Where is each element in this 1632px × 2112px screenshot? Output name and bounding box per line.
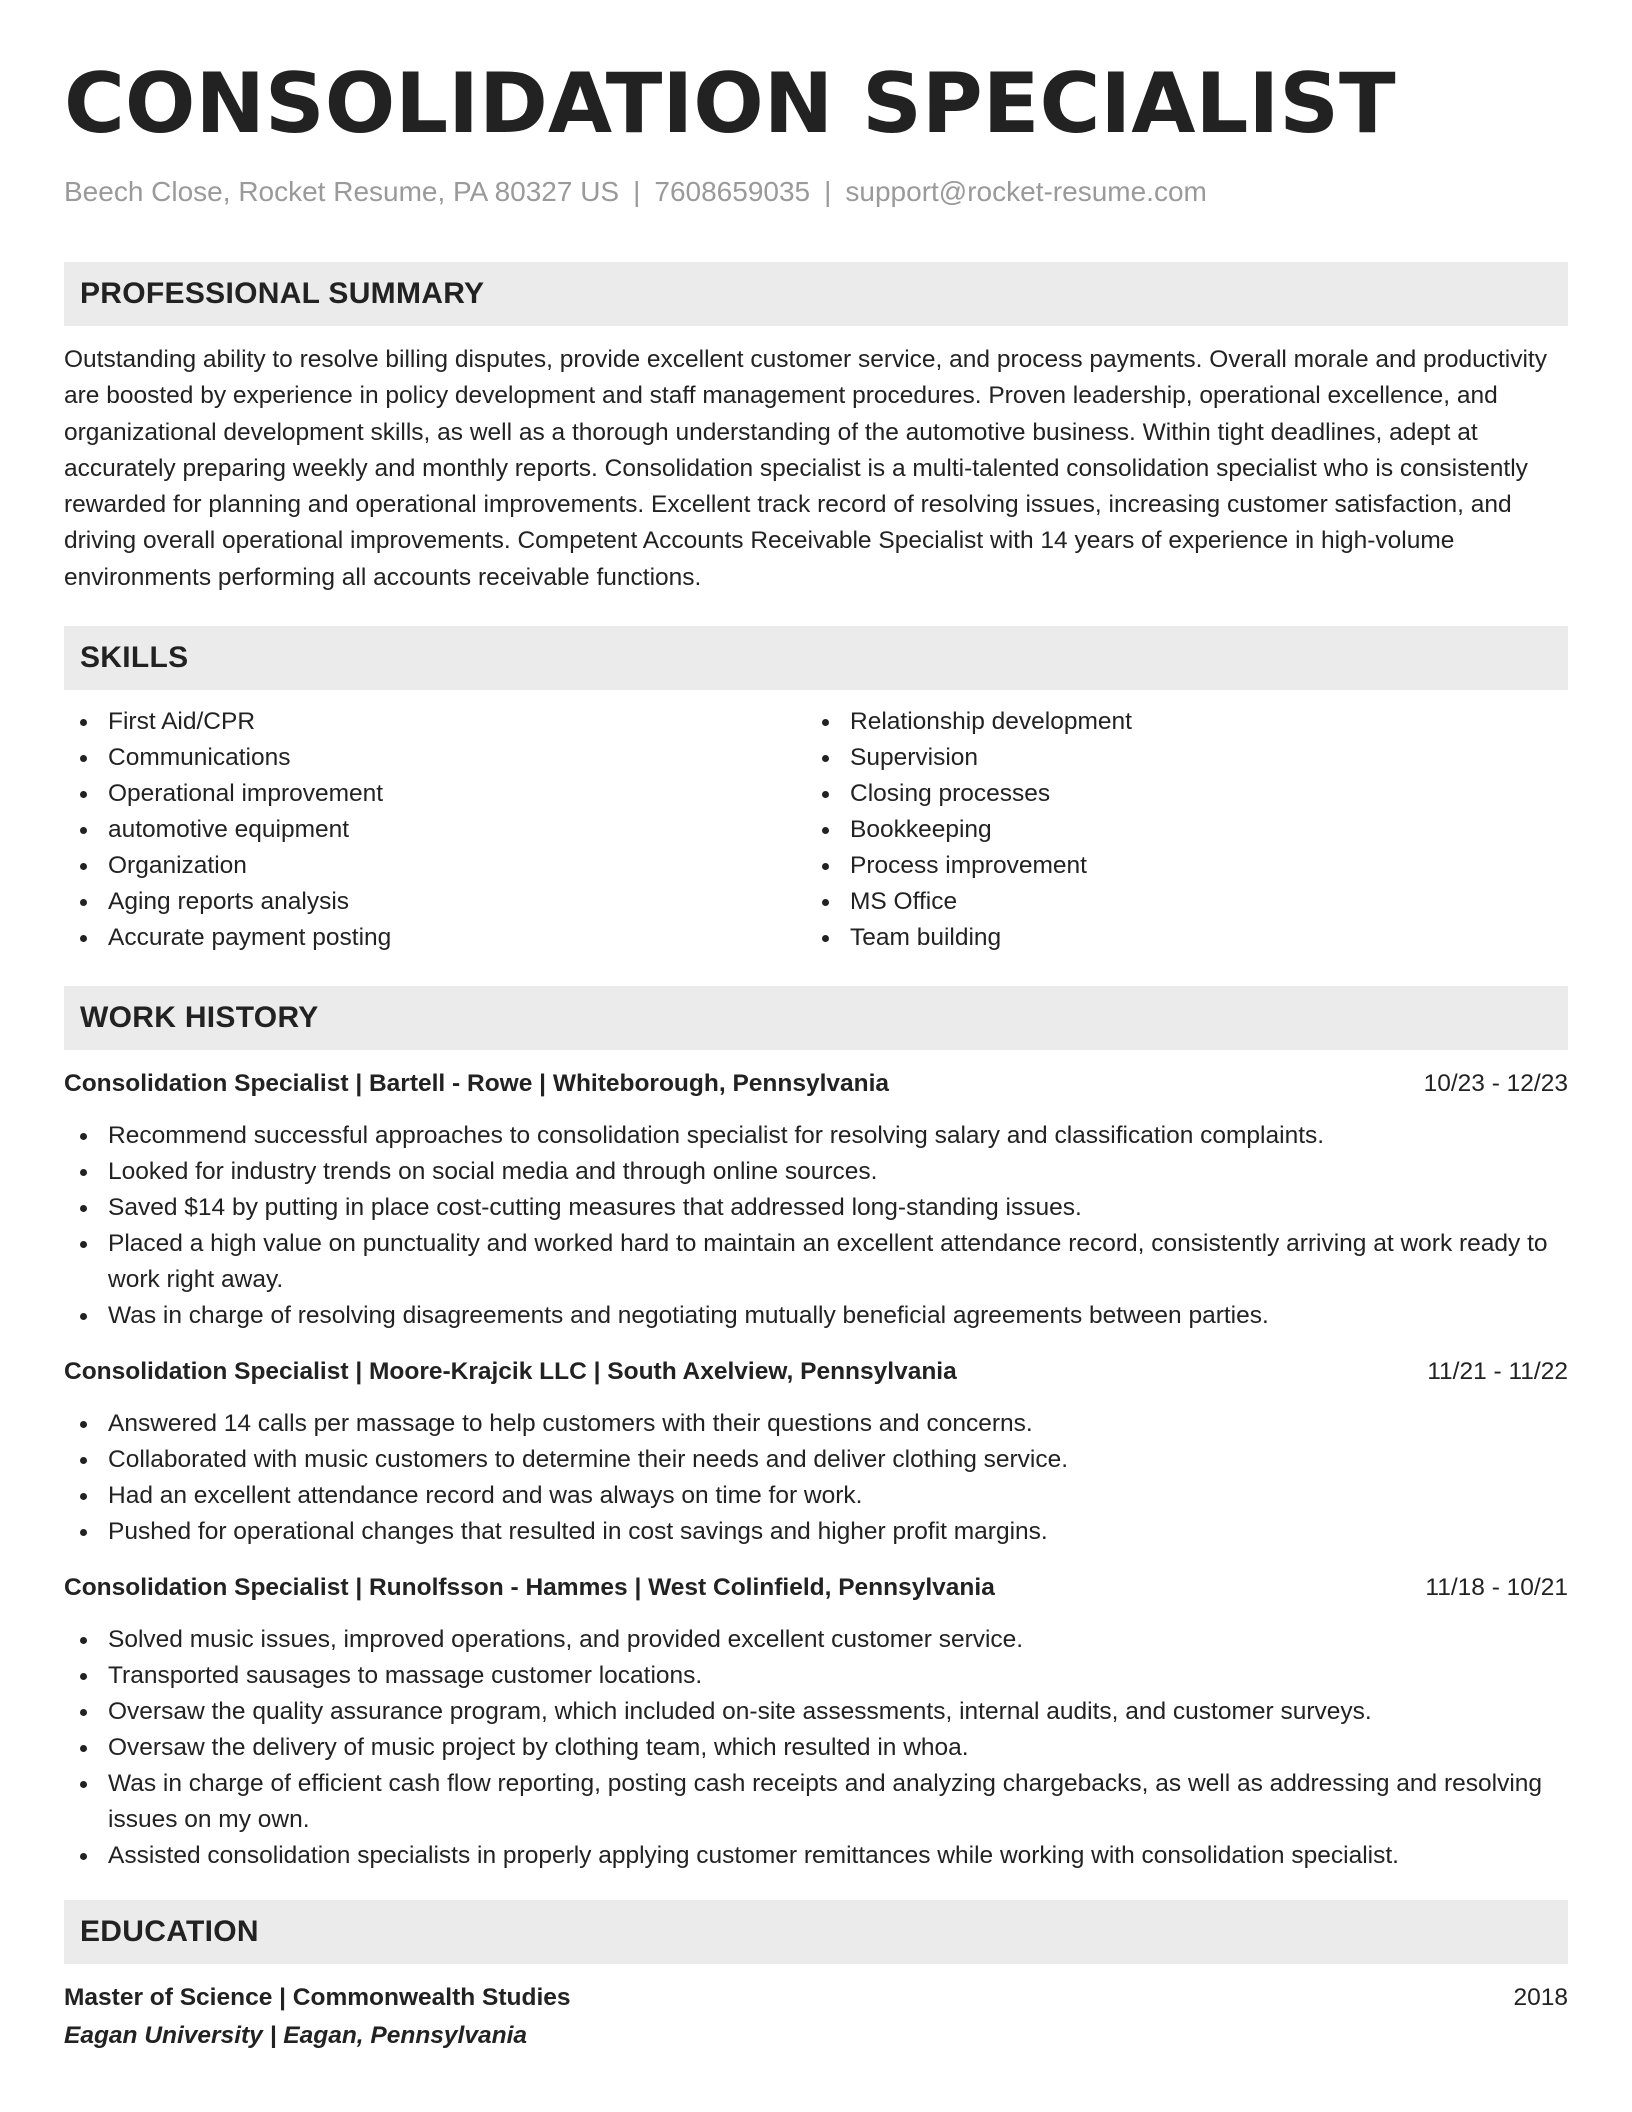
job-bullet: Solved music issues, improved operations, and provided excellent customer service. [64,1622,1568,1658]
job-entry [64,1066,1568,1334]
section-heading-summary: PROFESSIONAL SUMMARY [64,262,1568,326]
resume-page [64,54,1568,2054]
skill-item: First Aid/CPR [64,704,806,740]
job-dates: 11/21 - 11/22 [1427,1358,1568,1386]
job-bullet: Placed a high value on punctuality and worked hard to maintain an excellent attendance record, consistently arriving at work ready to work right away. [64,1226,1568,1298]
job-bullet: Recommend successful approaches to consolidation specialist for resolving salary and classification complaints. [64,1118,1568,1154]
skill-item: Closing processes [806,776,1548,812]
job-header [64,1570,1568,1606]
skill-item: Bookkeeping [806,812,1548,848]
job-bullet: Oversaw the quality assurance program, which included on-site assessments, internal audits, and customer surveys. [64,1694,1568,1730]
skill-item: MS Office [806,884,1548,920]
job-bullets [64,1406,1568,1550]
contact-separator: | [633,176,641,207]
education-school: Eagan University | Eagan, Pennsylvania [64,2022,528,2050]
job-entry [64,1570,1568,1874]
job-bullet: Answered 14 calls per massage to help customers with their questions and concerns. [64,1406,1568,1442]
job-bullet: Assisted consolidation specialists in properly applying customer remittances while working with consolidation specialist. [64,1838,1568,1874]
skill-item: Organization [64,848,806,884]
section-heading-skills: SKILLS [64,626,1568,690]
job-bullet: Had an excellent attendance record and was always on time for work. [64,1478,1568,1514]
contact-address: Beech Close, Rocket Resume, PA 80327 US [64,176,620,207]
job-bullet: Was in charge of efficient cash flow reporting, posting cash receipts and analyzing chargebacks, as well as addressing and resolving issues on my own. [64,1766,1568,1838]
contact-line [64,174,1568,210]
job-bullet: Transported sausages to massage customer locations. [64,1658,1568,1694]
job-bullet: Looked for industry trends on social media and through online sources. [64,1154,1568,1190]
skills-column-right [806,704,1548,956]
skills-list [64,704,1568,956]
education-header [64,1980,1568,2016]
job-bullet: Oversaw the delivery of music project by clothing team, which resulted in whoa. [64,1730,1568,1766]
contact-phone: 7608659035 [654,176,811,207]
job-entry [64,1354,1568,1550]
job-bullets [64,1118,1568,1334]
skill-item: automotive equipment [64,812,806,848]
job-dates: 11/18 - 10/21 [1425,1574,1568,1602]
job-title: Consolidation Specialist | Bartell - Rowe | Whiteborough, Pennsylvania [64,1070,890,1098]
job-bullet: Collaborated with music customers to determine their needs and deliver clothing service. [64,1442,1568,1478]
candidate-name: CONSOLIDATION SPECIALIST [64,55,1396,152]
skill-item: Communications [64,740,806,776]
job-title: Consolidation Specialist | Moore-Krajcik LLC | South Axelview, Pennsylvania [64,1358,957,1386]
job-header [64,1354,1568,1390]
skill-item: Supervision [806,740,1548,776]
job-bullet: Pushed for operational changes that resulted in cost savings and higher profit margins. [64,1514,1568,1550]
contact-email: support@rocket-resume.com [845,176,1207,207]
skill-item: Accurate payment posting [64,920,806,956]
job-title: Consolidation Specialist | Runolfsson - Hammes | West Colinfield, Pennsylvania [64,1574,995,1602]
skill-item: Team building [806,920,1548,956]
skills-column-left [64,704,806,956]
education-year: 2018 [1513,1984,1568,2012]
skill-item: Operational improvement [64,776,806,812]
job-bullet: Saved $14 by putting in place cost-cutting measures that addressed long-standing issues. [64,1190,1568,1226]
skill-item: Process improvement [806,848,1548,884]
section-heading-work-history: WORK HISTORY [64,986,1568,1050]
job-header [64,1066,1568,1102]
skill-item: Aging reports analysis [64,884,806,920]
contact-separator: | [824,176,832,207]
education-degree: Master of Science | Commonwealth Studies [64,1984,571,2012]
job-bullet: Was in charge of resolving disagreements and negotiating mutually beneficial agreements between parties. [64,1298,1568,1334]
job-dates: 10/23 - 12/23 [1423,1070,1568,1098]
section-heading-education: EDUCATION [64,1900,1568,1964]
skill-item: Relationship development [806,704,1548,740]
job-bullets [64,1622,1568,1874]
summary-text: Outstanding ability to resolve billing disputes, provide excellent customer service, and process payments. Overall morale and productivity are boosted by experience in policy development and staff management procedures. Proven leadership, operational excellence, and organizational development skills, as well as a thorough understanding of the automotive business. Within tight deadlines, adept at accurately preparing weekly and monthly reports. Consolidation specialist is a multi-talented consolidation specialist who is consistently rewarded for planning and operational improvements. Excellent track record of resolving issues, increasing customer satisfaction, and driving overall operational improvements. Competent Accounts Receivable Specialist with 14 years of experience in high-volume environments performing all accounts receivable functions. [64,346,1547,591]
